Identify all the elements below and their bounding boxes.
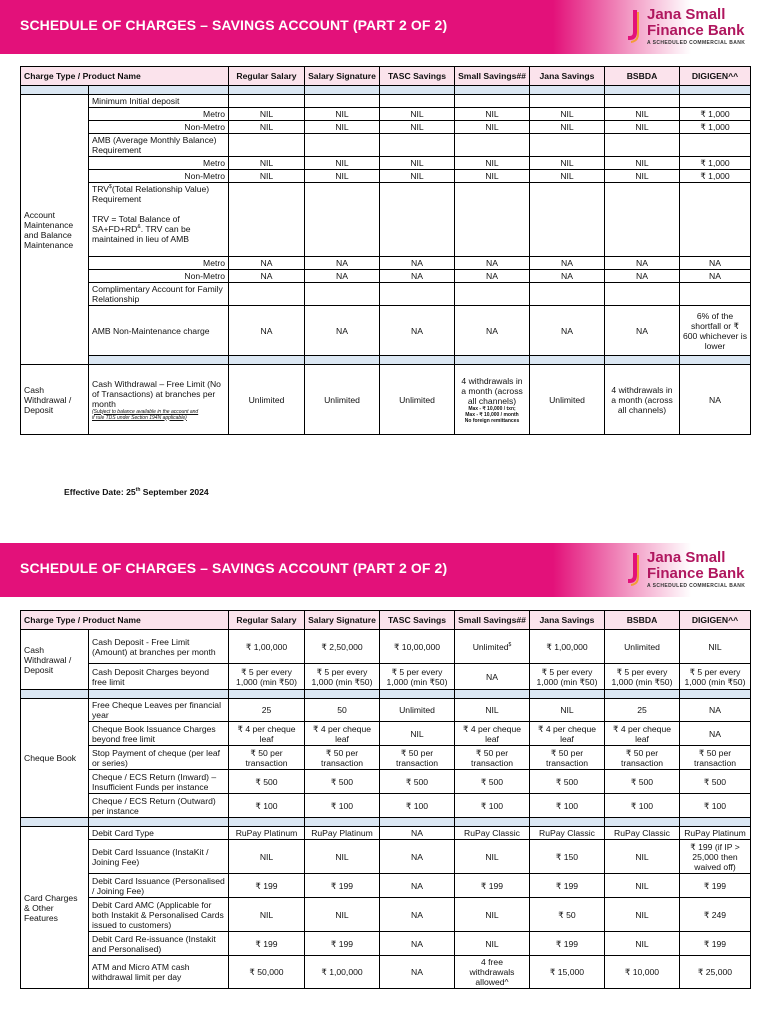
jana-logo-icon [625, 8, 645, 44]
row-label: Metro [89, 157, 229, 170]
page1-title: SCHEDULE OF CHARGES – SAVINGS ACCOUNT (PART 2 OF 2) [20, 17, 448, 33]
cash-withdrawal-label [89, 365, 229, 435]
table-cell: NIL [229, 157, 305, 170]
category-cash: Cash Withdrawal / Deposit [21, 630, 89, 690]
table-cell: NIL [380, 121, 455, 134]
table-cell: ₹ 1,00,000 [530, 630, 605, 664]
table-row [21, 746, 751, 770]
table-cell: ₹ 1,00,000 [229, 630, 305, 664]
table-cell: NIL [455, 840, 530, 874]
table-row [21, 722, 751, 746]
trv-definition: TRV = Total Balance of SA+FD+RD [92, 214, 180, 234]
table-cell: ₹ 100 [530, 794, 605, 818]
logo-line2: Finance Bank [647, 22, 745, 39]
table-cell: NA [380, 306, 455, 356]
table-cell: NA [605, 257, 680, 270]
table-cell: NIL [455, 898, 530, 932]
table-cell: ₹ 1,000 [680, 121, 751, 134]
table-row [21, 95, 751, 108]
table-row [21, 270, 751, 283]
table-cell: RuPay Classic [605, 827, 680, 840]
row-label: Free Cheque Leaves per financial year [89, 699, 229, 722]
trv-def-sup: & [137, 224, 141, 231]
table-cell: NA [455, 306, 530, 356]
header-tasc-savings: TASC Savings [380, 611, 455, 630]
table-cell: ₹ 4 per cheque leaf [305, 722, 380, 746]
table-cell: ₹ 199 [229, 874, 305, 898]
table-cell: NIL [305, 157, 380, 170]
table-cell: ₹ 5 per every 1,000 (min ₹50) [605, 664, 680, 690]
table-cell: NIL [605, 170, 680, 183]
table-cell: NA [680, 699, 751, 722]
table-cell [455, 630, 530, 664]
effective-date-rest: September 2024 [140, 487, 209, 497]
header-regular-salary: Regular Salary [229, 67, 305, 86]
row-label: Cash Deposit - Free Limit (Amount) at branches per month [89, 630, 229, 664]
table-cell: Unlimited [605, 630, 680, 664]
table-cell: Unlimited [380, 699, 455, 722]
logo-line2: Finance Bank [647, 565, 745, 582]
table-cell: ₹ 50 per transaction [305, 746, 380, 770]
table-cell: NA [680, 365, 751, 435]
table-cell: NA [380, 932, 455, 956]
table-cell: ₹ 100 [455, 794, 530, 818]
cheque-section [21, 699, 751, 818]
table-cell: NIL [605, 898, 680, 932]
table-cell: RuPay Platinum [305, 827, 380, 840]
header-regular-salary: Regular Salary [229, 611, 305, 630]
header-tasc-savings: TASC Savings [380, 67, 455, 86]
table-cell: NA [455, 664, 530, 690]
table-row [21, 121, 751, 134]
table-cell: ₹ 2,50,000 [305, 630, 380, 664]
table-cell: NIL [530, 157, 605, 170]
header-small-savings: Small Savings## [455, 611, 530, 630]
table-cell: ₹ 500 [530, 770, 605, 794]
table-cell: ₹ 500 [455, 770, 530, 794]
table-cell: Unlimited [380, 365, 455, 435]
table-cell: NA [680, 270, 751, 283]
trv-prefix: TRV [92, 184, 110, 194]
table-cell: ₹ 199 (if IP > 25,000 then waived off) [680, 840, 751, 874]
table-cell: NIL [530, 170, 605, 183]
table-cell: ₹ 50 per transaction [530, 746, 605, 770]
row-label: Cheque Book Issuance Charges beyond free limit [89, 722, 229, 746]
row-label: Metro [89, 257, 229, 270]
table-cell: NA [305, 270, 380, 283]
logo-tagline: A SCHEDULED COMMERCIAL BANK [647, 40, 746, 46]
table-row [21, 840, 751, 874]
header-salary-signature: Salary Signature [305, 67, 380, 86]
row-label: Debit Card Issuance (Personalised / Joining Fee) [89, 874, 229, 898]
table-cell: NA [380, 827, 455, 840]
table-cell: ₹ 50 per transaction [380, 746, 455, 770]
deposit-sup: $ [508, 641, 512, 648]
table-cell: ₹ 25,000 [680, 956, 751, 989]
logo-tagline: A SCHEDULED COMMERCIAL BANK [647, 583, 746, 589]
page2-charges-table [20, 610, 751, 989]
table-cell: NA [380, 898, 455, 932]
header-salary-signature: Salary Signature [305, 611, 380, 630]
table-row [21, 183, 751, 257]
page1-bank-logo [625, 6, 750, 50]
table-cell: ₹ 500 [605, 770, 680, 794]
table-cell: NIL [455, 121, 530, 134]
table-cell: NIL [605, 874, 680, 898]
table-cell: NIL [305, 898, 380, 932]
row-label: AMB (Average Monthly Balance) Requirement [89, 134, 229, 157]
table-cell: NIL [680, 630, 751, 664]
table-cell: NIL [305, 840, 380, 874]
table-cell: ₹ 5 per every 1,000 (min ₹50) [229, 664, 305, 690]
cash-note-2: if rule TDS under Section 194N applicable) [92, 414, 187, 421]
table-row [21, 794, 751, 818]
table-row [21, 770, 751, 794]
table-cell: Unlimited [530, 365, 605, 435]
table-cell: 25 [229, 699, 305, 722]
header-small-savings: Small Savings## [455, 67, 530, 86]
page2-bank-logo [625, 549, 750, 593]
row-label: Metro [89, 108, 229, 121]
table-cell: NIL [229, 170, 305, 183]
table-cell: NA [229, 257, 305, 270]
row-label: ATM and Micro ATM cash withdrawal limit per day [89, 956, 229, 989]
separator-row [21, 356, 751, 365]
table-cell: ₹ 5 per every 1,000 (min ₹50) [305, 664, 380, 690]
table-cell: ₹ 4 per cheque leaf [605, 722, 680, 746]
effective-date-sup: th [135, 487, 141, 494]
table-cell: ₹ 199 [305, 874, 380, 898]
page1-charges-table [20, 66, 751, 435]
small-note-3: No foreign remittances [464, 417, 520, 424]
table-cell: NA [380, 257, 455, 270]
table-row [21, 257, 751, 270]
table-row [21, 699, 751, 722]
table-cell: ₹ 500 [229, 770, 305, 794]
table-cell: RuPay Classic [455, 827, 530, 840]
row-label: Debit Card Issuance (InstaKit / Joining Fee) [89, 840, 229, 874]
table-cell: 4 free withdrawals allowed^ [455, 956, 530, 989]
table-row [21, 898, 751, 932]
table-row [21, 874, 751, 898]
table-cell: NIL [380, 170, 455, 183]
table-cell: NIL [229, 840, 305, 874]
table-cell: ₹ 4 per cheque leaf [455, 722, 530, 746]
table-cell: ₹ 500 [680, 770, 751, 794]
table-cell: NIL [455, 170, 530, 183]
table-cell: NIL [605, 157, 680, 170]
table-cell: NIL [455, 157, 530, 170]
effective-date [64, 487, 209, 497]
table-cell: ₹ 50 per transaction [605, 746, 680, 770]
table-cell: NIL [380, 157, 455, 170]
small-savings-deposit: Unlimited [472, 641, 509, 652]
row-label: Non-Metro [89, 121, 229, 134]
header-jana-savings: Jana Savings [530, 611, 605, 630]
table-cell: ₹ 50 per transaction [229, 746, 305, 770]
table-cell: ₹ 5 per every 1,000 (min ₹50) [680, 664, 751, 690]
table-cell: NIL [605, 121, 680, 134]
table-cell: ₹ 100 [605, 794, 680, 818]
table-cell: NIL [530, 108, 605, 121]
table-cell: NIL [605, 932, 680, 956]
effective-date-label: Effective Date: 25 [64, 487, 136, 497]
table-cell: ₹ 50 [530, 898, 605, 932]
separator-row [21, 690, 751, 699]
table-cell: Unlimited [305, 365, 380, 435]
row-label: Complimentary Account for Family Relationship [89, 283, 229, 306]
table-cell: NA [305, 257, 380, 270]
table-row [21, 664, 751, 690]
table-cell: ₹ 1,000 [680, 108, 751, 121]
table-row [21, 630, 751, 664]
table-cell: ₹ 1,000 [680, 157, 751, 170]
header-charge-type: Charge Type / Product Name [21, 67, 229, 86]
table-cell: NIL [605, 840, 680, 874]
logo-line1: Jana Small [647, 6, 726, 23]
table-cell: NA [229, 270, 305, 283]
table-cell: NA [380, 840, 455, 874]
table-cell: NIL [305, 170, 380, 183]
table-cell: 25 [605, 699, 680, 722]
row-label: Cheque / ECS Return (Outward) per instance [89, 794, 229, 818]
table-cell: ₹ 100 [229, 794, 305, 818]
table-row [21, 932, 751, 956]
table-cell: ₹ 199 [530, 932, 605, 956]
table-cell: 6% of the shortfall or ₹ 600 whichever is lower [680, 306, 751, 356]
table-cell: ₹ 50,000 [229, 956, 305, 989]
table-cell: NIL [455, 108, 530, 121]
header-bsbda: BSBDA [605, 611, 680, 630]
table-cell: ₹ 4 per cheque leaf [530, 722, 605, 746]
table-cell: RuPay Classic [530, 827, 605, 840]
table-cell: NIL [380, 722, 455, 746]
row-label: Non-Metro [89, 170, 229, 183]
cash-note-1: (Subject to balance available in the account and [92, 408, 199, 415]
separator-row [21, 818, 751, 827]
table-cell: ₹ 249 [680, 898, 751, 932]
table-cell: NA [605, 306, 680, 356]
table-cell: RuPay Platinum [229, 827, 305, 840]
table-cell: RuPay Platinum [680, 827, 751, 840]
category-label: Card Charges & Other Features [21, 827, 89, 989]
separator-row [21, 86, 751, 95]
table-cell: NA [605, 270, 680, 283]
table-cell: NIL [455, 932, 530, 956]
category-label: Cheque Book [21, 699, 89, 818]
table-cell: ₹ 10,000 [605, 956, 680, 989]
table-cell: ₹ 150 [530, 840, 605, 874]
row-label: Debit Card AMC (Applicable for both Instakit & Personalised Cards issued to customers) [89, 898, 229, 932]
table-cell: NA [530, 306, 605, 356]
table-cell: ₹ 199 [229, 932, 305, 956]
logo-line1: Jana Small [647, 549, 726, 566]
table-cell: ₹ 50 per transaction [455, 746, 530, 770]
table-row [21, 283, 751, 306]
row-label: AMB Non-Maintenance charge [89, 306, 229, 356]
header-charge-type: Charge Type / Product Name [21, 611, 229, 630]
table-cell: NIL [605, 108, 680, 121]
table-header-row [21, 67, 751, 86]
row-label: Stop Payment of cheque (per leaf or series) [89, 746, 229, 770]
table-cell: NA [455, 257, 530, 270]
table-cell: NA [380, 270, 455, 283]
table-row [21, 108, 751, 121]
table-cell: ₹ 5 per every 1,000 (min ₹50) [380, 664, 455, 690]
table-cell: NA [680, 257, 751, 270]
table-cell: ₹ 199 [455, 874, 530, 898]
cash-withdrawal-text: Cash Withdrawal – Free Limit (No of Transactions) at branches per month [92, 378, 221, 409]
table-cell: ₹ 100 [680, 794, 751, 818]
small-note-2: Max - ₹ 10,000 / month [465, 411, 519, 418]
table-cell: NIL [305, 121, 380, 134]
page2-title: SCHEDULE OF CHARGES – SAVINGS ACCOUNT (PART 2 OF 2) [20, 560, 448, 576]
table-cell: 50 [305, 699, 380, 722]
small-note-1: Max - ₹ 10,000 / txn; [468, 405, 516, 412]
table-cell: NA [455, 270, 530, 283]
table-cell: ₹ 100 [380, 794, 455, 818]
trv-definition-rest: . TRV can be maintained in lieu of AMB [92, 224, 191, 244]
row-label: Debit Card Type [89, 827, 229, 840]
table-cell: ₹ 5 per every 1,000 (min ₹50) [530, 664, 605, 690]
table-cell: NIL [305, 108, 380, 121]
table-cell: NIL [229, 108, 305, 121]
table-cell: NA [380, 956, 455, 989]
table-row [21, 157, 751, 170]
table-cell: NIL [229, 121, 305, 134]
row-label: Debit Card Re-issuance (Instakit and Personalised) [89, 932, 229, 956]
table-cell: ₹ 15,000 [530, 956, 605, 989]
header-digigen: DIGIGEN^^ [680, 611, 751, 630]
table-cell: NA [229, 306, 305, 356]
table-header-row [21, 611, 751, 630]
table-cell: ₹ 199 [680, 874, 751, 898]
table-cell: ₹ 1,000 [680, 170, 751, 183]
row-label: Cash Deposit Charges beyond free limit [89, 664, 229, 690]
table-row [21, 306, 751, 356]
table-cell: ₹ 4 per cheque leaf [229, 722, 305, 746]
table-row [21, 134, 751, 157]
header-digigen: DIGIGEN^^ [680, 67, 751, 86]
table-cell: ₹ 100 [305, 794, 380, 818]
small-savings-cell [455, 365, 530, 435]
table-cell: NA [380, 874, 455, 898]
table-row [21, 170, 751, 183]
table-cell: ₹ 50 per transaction [680, 746, 751, 770]
table-cell: NA [680, 722, 751, 746]
trv-suffix: (Total Relationship Value) Requirement [92, 184, 210, 204]
card-section [21, 827, 751, 989]
page2-banner [0, 543, 768, 597]
table-cell: ₹ 199 [305, 932, 380, 956]
table-cell: NIL [380, 108, 455, 121]
category-account-maintenance: Account Maintenance and Balance Maintenance [21, 95, 89, 365]
table-row [21, 956, 751, 989]
table-cell: ₹ 1,00,000 [305, 956, 380, 989]
table-cell: NA [530, 270, 605, 283]
trv-sup: $ [109, 184, 112, 191]
table-cell: NA [530, 257, 605, 270]
table-cell: NIL [455, 699, 530, 722]
table-cell: ₹ 500 [380, 770, 455, 794]
row-label: Cheque / ECS Return (Inward) – Insufficient Funds per instance [89, 770, 229, 794]
table-cell: ₹ 10,00,000 [380, 630, 455, 664]
table-cell: NIL [229, 898, 305, 932]
row-label: Minimum Initial deposit [89, 95, 229, 108]
table-cell: NIL [530, 699, 605, 722]
table-cell: ₹ 500 [305, 770, 380, 794]
table-cell: NIL [530, 121, 605, 134]
small-savings-main: 4 withdrawals in a month (across all channels) [461, 375, 523, 406]
header-bsbda: BSBDA [605, 67, 680, 86]
table-cell: 4 withdrawals in a month (across all channels) [605, 365, 680, 435]
header-jana-savings: Jana Savings [530, 67, 605, 86]
table-cell: NA [305, 306, 380, 356]
table-cell: ₹ 199 [530, 874, 605, 898]
trv-label [89, 183, 229, 257]
row-label: Non-Metro [89, 270, 229, 283]
page1-banner [0, 0, 768, 54]
table-cell: Unlimited [229, 365, 305, 435]
table-cell: ₹ 199 [680, 932, 751, 956]
category-cash-withdrawal: Cash Withdrawal / Deposit [21, 365, 89, 435]
table-row [21, 827, 751, 840]
table-row [21, 365, 751, 435]
separator-section [21, 818, 751, 827]
jana-logo-icon [625, 551, 645, 587]
